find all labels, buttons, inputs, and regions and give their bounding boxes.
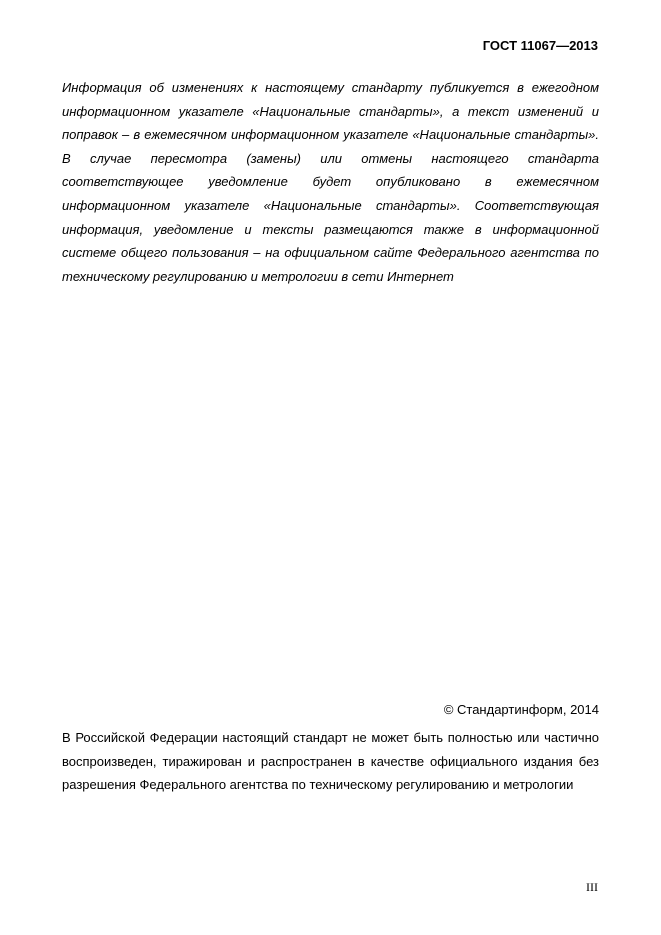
reproduction-restriction-notice: В Российской Федерации настоящий стандарт не может быть полностью или частично воспроизведен, тиражирован и распространен в качестве официального издания без разрешения Федерального агентства по техническому регулированию и метрологии: [62, 730, 599, 793]
amendment-information-notice: Информация об изменениях к настоящему стандарту публикуется в ежегодном информационном указателе «Национальные стандарты», а текст изменений и поправок – в ежемесячном информационном указателе «Национальные стандарты». В случае пересмотра (замены) или отмены настоящего стандарта соответствующее уведомление будет опубликовано в ежемесячном информационном указателе «Национальные стандарты». Соответствующая информация, уведомление и тексты размещаются также в информационной системе общего пользования – на официальном сайте Федерального агентства по техническому регулированию и метрологии в сети Интернет: [62, 80, 599, 284]
copyright-notice: © Стандартинформ, 2014: [443, 702, 599, 717]
page-number: III: [586, 880, 598, 894]
document-header-standard-id: ГОСТ 11067—2013: [482, 38, 598, 53]
